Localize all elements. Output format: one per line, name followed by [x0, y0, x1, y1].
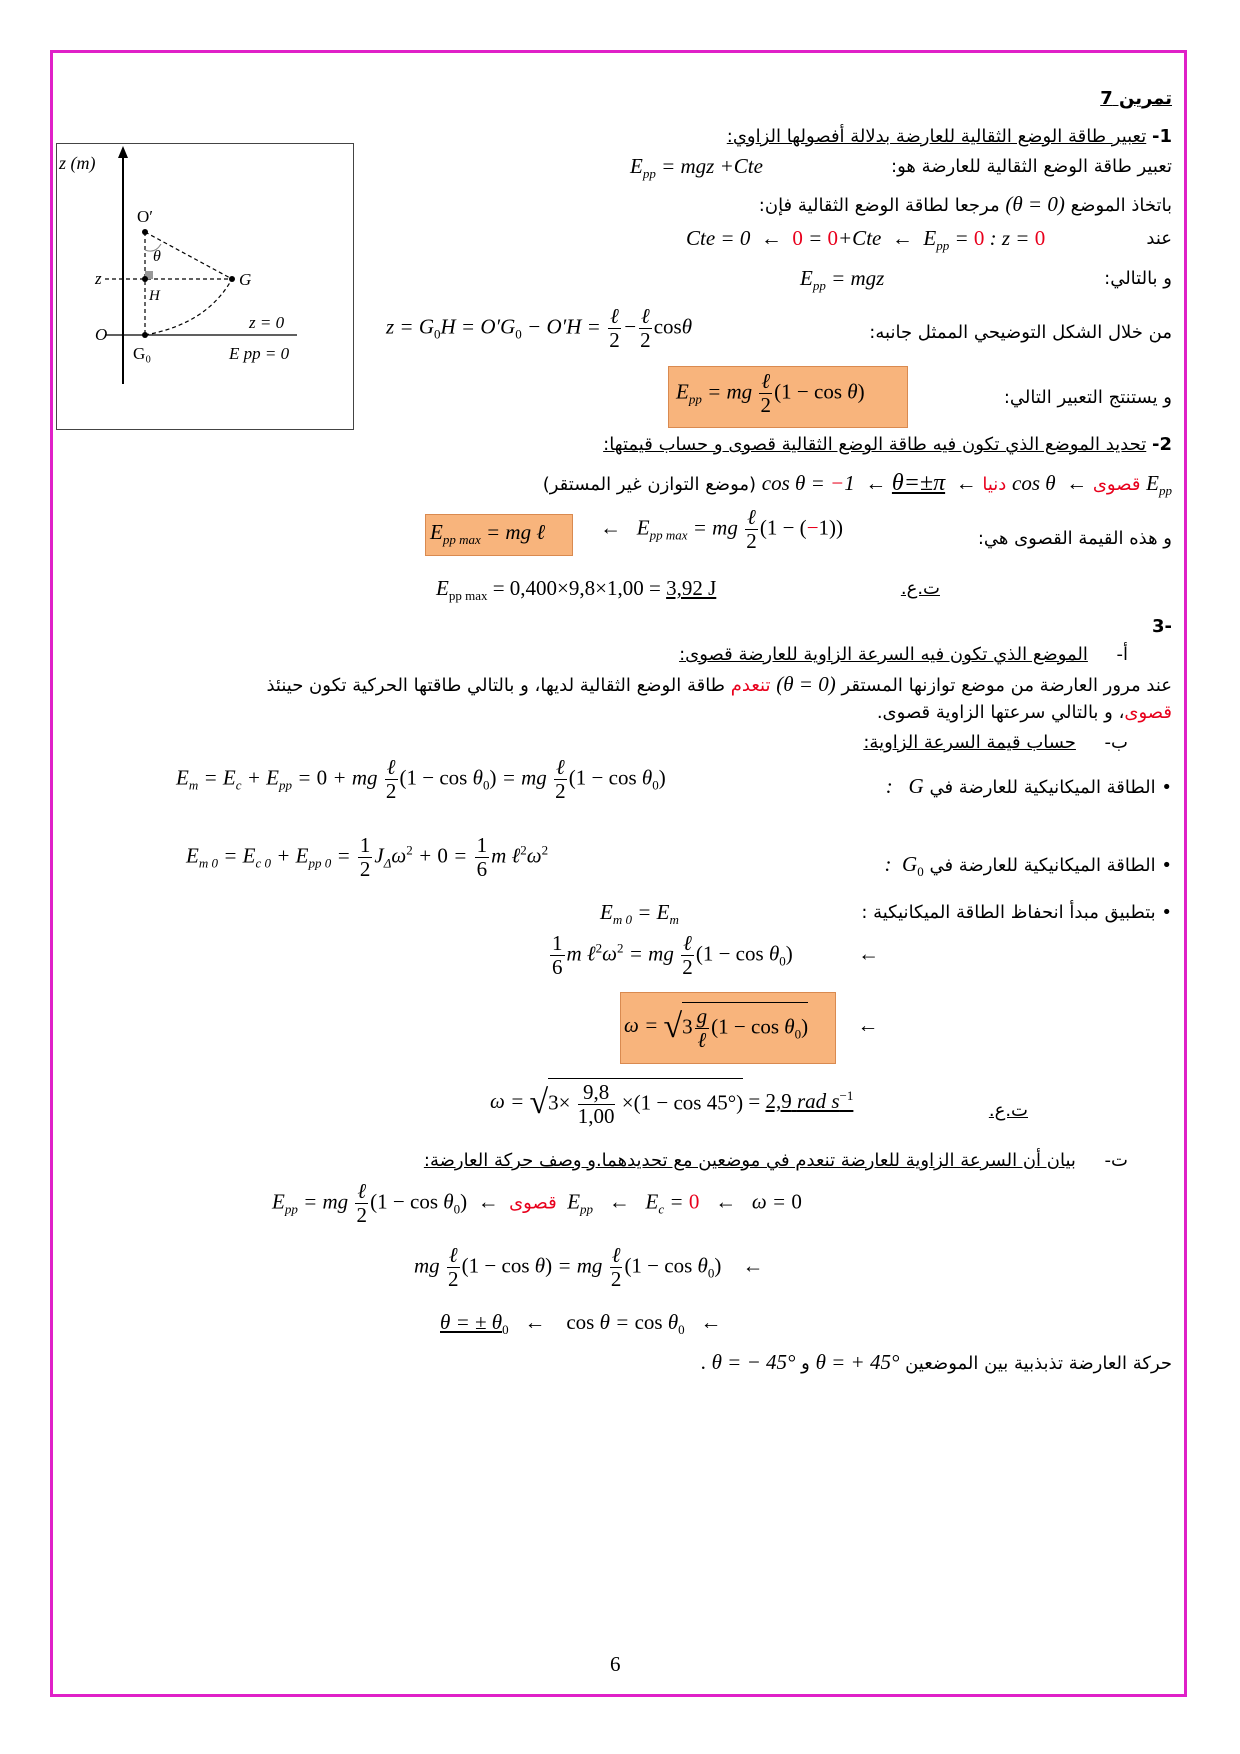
q3b-heading: حساب قيمة السرعة الزاوية:	[863, 732, 1076, 753]
q3a-text1: عند مرور العارضة من موضع توازنها المستقر (θ = 0) تنعدم طاقة الوضع الثقالية لديها، و بالتالي طاقتها الحركية تكون حينئذ	[266, 672, 1172, 696]
theta-solution: θ = ± $\theta_0$ ← $\cos \theta = \cos \theta_0$ ←	[440, 1310, 722, 1337]
bullet3: • بتطبيق مبدأ انحفاظ الطاقة الميكانيكية :	[861, 902, 1172, 923]
z-geometry-formula: $z = G_0H = O'G_0 - O'H$ = $\frac{\text{ℓ}}{2}$ − $\frac{\text{ℓ}}{2}$ cosθ	[386, 304, 693, 353]
q2-number: 2-	[1151, 434, 1172, 455]
pendulum-diagram	[57, 144, 353, 429]
q3b-heading-line: ب- حساب قيمة السرعة الزاوية:	[863, 732, 1128, 753]
h-label: H	[149, 288, 160, 304]
q1-line6: و يستنتج التعبير التالي:	[1003, 387, 1172, 408]
g0-label: G₀	[133, 344, 152, 363]
q3c-heading-line: ت- بيان أن السرعة الزاوية للعارضة تنعدم في موضعين مع تحديدهما.و وصف حركة العارضة:	[423, 1150, 1128, 1171]
exercise-title: تمرين 7	[1100, 88, 1172, 109]
q1-line3: عند	[1146, 228, 1172, 249]
theta-label: θ	[153, 248, 161, 265]
epp-result-formula: $E_{pp}$ = mg $\frac{\text{ℓ}}{2}$ (1 − cos θ)	[676, 369, 865, 418]
q3c-heading: بيان أن السرعة الزاوية للعارضة تنعدم في موضعين مع تحديدهما.و وصف حركة العارضة:	[423, 1150, 1076, 1171]
q3a-heading-line: أ- الموضع الذي تكون فيه السرعة الزاوية للعارضة قصوى:	[679, 644, 1128, 665]
axis-label: z (m)	[59, 153, 96, 173]
q2-heading-line	[603, 434, 1172, 455]
z-label: z	[95, 269, 102, 288]
q2-line2: و هذه القيمة القصوى هي:	[977, 528, 1172, 549]
epp-max-derivation: ← $E_{pp max}$ = mg $\frac{\text{ℓ}}{2}$ (1 − (−1))	[600, 505, 844, 554]
em-formula: $E_m = E_c + E_{pp} = 0$ + mg $\frac{\text{ℓ}}{2}$ $(1 - \cos \theta_0)$ = mg $\frac{\text{ℓ}}{2}$ $(1 - \cos \theta_0)$	[176, 755, 666, 804]
em0-formula: $E_{m 0} = E_{c 0} + E_{pp 0}$ = $\frac{1}{2}$ $J_\Delta\omega^2 + 0$ = $\frac{1}{6}$ m $\ell^2\omega^2$	[186, 833, 549, 882]
bullet2: • الطاقة الميكانيكية للعارضة في $G_0$ :	[884, 852, 1172, 879]
q2-numeric-label: ت.ع.	[900, 578, 940, 599]
q3-number: -3	[1151, 616, 1172, 637]
q3a-heading: الموضع الذي تكون فيه السرعة الزاوية للعارضة قصوى:	[679, 644, 1088, 665]
reference-formula: Cte = 0 ← 0 = 0+Cte ← $E_{pp} = 0$ : z = 0	[686, 226, 1046, 253]
o-label: O	[95, 325, 108, 344]
o-prime-label: O′	[137, 207, 153, 226]
z-zero-label: z = 0	[249, 313, 285, 332]
epp-equality: mg $\frac{\text{ℓ}}{2}$ (1 − cos θ) = mg $\frac{\text{ℓ}}{2}$ $(1 - \cos \theta_0)$ ←	[414, 1243, 764, 1292]
q1-heading-line	[727, 126, 1172, 147]
omega-numeric-formula: ω = √3× $\frac{9,8}{1,00}$ ×(1 − cos 45°) = 2,9 rad $s^{-1}$	[490, 1080, 854, 1129]
q1-number: 1-	[1151, 126, 1172, 147]
epp-zero-label: E pp = 0	[229, 344, 290, 363]
q1-line1: تعبير طاقة الوضع الثقالية للعارضة هو:	[891, 156, 1172, 177]
q1-line4: و بالتالي:	[1104, 268, 1172, 289]
q3a-text2: قصوى، و بالتالي سرعتها الزاوية قصوى.	[876, 702, 1172, 723]
q3-numeric-label: ت.ع.	[988, 1100, 1028, 1121]
bullet1: • الطاقة الميكانيكية للعارضة في G :	[885, 774, 1172, 798]
q1-line2: باتخاذ الموضع (θ = 0) مرجعا لطاقة الوضع الثقالية فإن:	[758, 192, 1172, 216]
q1-line5: من خلال الشكل التوضيحي الممثل جانبه:	[869, 322, 1172, 343]
epp-mgz-formula: $E_{pp}$ = mgz	[800, 266, 885, 293]
em-conservation: $E_{m 0} = E_m$	[600, 900, 679, 927]
omega-boxed-formula: ω = √3 $\frac{g}{\text{ℓ}}$ $(1 - \cos \theta_0)$ ←	[624, 1004, 879, 1053]
omega-zero-chain: $E_{pp}$ = mg $\frac{\text{ℓ}}{2}$ $(1 - \cos \theta_0)$ ← قصوى $E_{pp}$ ← $E_c = 0$ ← ω = 0	[272, 1179, 802, 1228]
q2-heading: تحديد الموضع الذي تكون فيه طاقة الوضع الثقالية قصوى و حساب قيمتها:	[603, 434, 1147, 455]
q2-line1: $E_{pp}$ قصوى ← cos θ دنيا ← cos θ = −1 ← θ=±π (موضع التوازن غير المستقر)	[542, 470, 1172, 498]
final-statement: حركة العارضة تذبذبية بين الموضعين θ = + 45° و θ = − 45° .	[701, 1350, 1172, 1374]
q2-numeric-application: $E_{pp max} = 0,400\times 9,8\times 1,00 = 3,92$ J	[436, 576, 717, 603]
g-label: G	[239, 270, 252, 289]
page-number: 6	[610, 1652, 621, 1676]
q1-heading: تعبير طاقة الوضع الثقالية للعارضة بدلالة أفصولها الزاوي:	[726, 126, 1147, 147]
energy-equation: $\frac{1}{6}$ m $\ell^2\omega^2$ = mg $\frac{\text{ℓ}}{2}$ $(1 - \cos \theta_0)$ ←	[552, 931, 880, 980]
epp-max-boxed: $E_{pp max}$ = mg ℓ	[430, 520, 546, 547]
epp-general-formula: $E_{pp}$ = mgz +Cte	[630, 154, 763, 181]
pendulum-figure	[56, 143, 354, 430]
